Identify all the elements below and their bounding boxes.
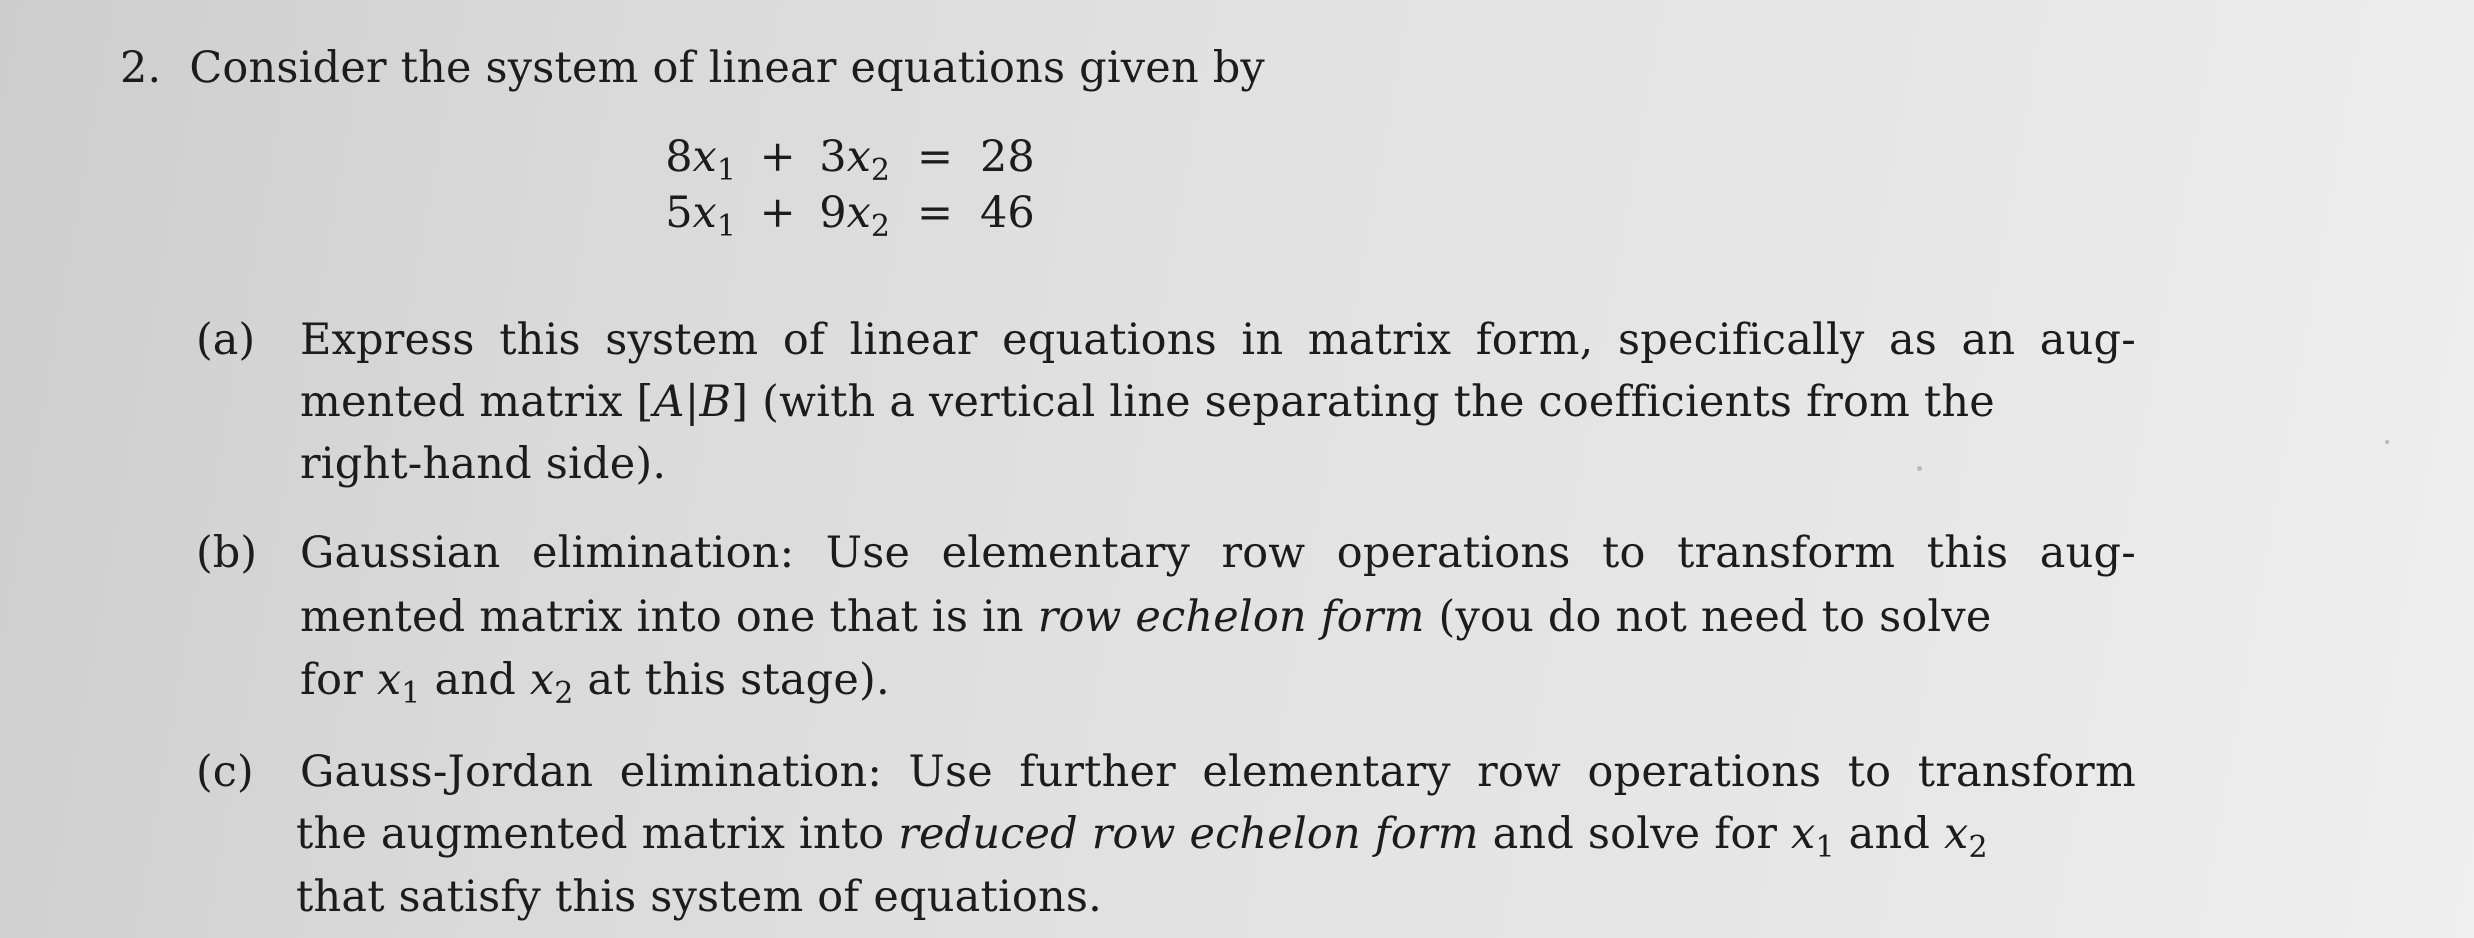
word: aug-: [2039, 528, 2136, 578]
equals-sign: =: [916, 188, 954, 238]
var-sub: 2: [870, 209, 890, 244]
plus-sign: +: [759, 132, 796, 182]
var: x: [846, 132, 871, 182]
part-c-line-2: [296, 804, 1988, 864]
part-b-text: for: [300, 655, 363, 705]
var: x: [846, 188, 871, 238]
coef: 5: [665, 188, 693, 238]
part-a-line-1: [300, 310, 2136, 370]
part-c-line-3: that satisfy this system of equations.: [296, 872, 1103, 922]
word: row: [1477, 747, 1562, 797]
var-sub: 1: [716, 209, 736, 244]
plus-sign: +: [759, 188, 796, 238]
word: an: [1961, 315, 2016, 365]
problem-header: [120, 38, 1265, 98]
paper-speck: [2385, 440, 2389, 444]
equation-rhs: 28: [980, 132, 1035, 182]
equation-system: [560, 127, 1050, 243]
coef: 9: [819, 188, 847, 238]
var-sub: 2: [554, 676, 574, 711]
reduced-row-echelon-phrase: reduced row echelon form: [898, 809, 1479, 859]
word: aug-: [2039, 315, 2136, 365]
word: Use: [825, 528, 911, 578]
var-sub: 1: [1815, 830, 1835, 865]
word: transform: [1917, 747, 2136, 797]
part-b-text: mented matrix into one that is in: [300, 592, 1024, 642]
word: Gauss-Jordan: [300, 747, 594, 797]
equals-sign: =: [916, 132, 954, 182]
var: x: [692, 188, 717, 238]
var-sub: 1: [716, 153, 736, 188]
word: row: [1221, 528, 1306, 578]
part-a-line-3: right-hand side).: [300, 439, 667, 489]
part-b-text: at this stage).: [587, 655, 890, 705]
word: to: [1847, 747, 1892, 797]
word: elimination:: [531, 528, 795, 578]
word: form,: [1475, 315, 1594, 365]
part-b-text: (you do not need to solve: [1438, 592, 1992, 642]
word: this: [1926, 528, 2009, 578]
var: x: [529, 655, 555, 705]
matrix-B: B: [699, 377, 732, 427]
equation-lhs: [560, 127, 890, 187]
part-a-label: (a): [196, 315, 256, 365]
part-a-text: mented matrix [: [300, 377, 654, 427]
matrix-A: A: [653, 377, 685, 427]
problem-number: 2.: [120, 43, 162, 93]
equation-row: [560, 183, 1050, 243]
var-sub: 1: [401, 676, 421, 711]
word: in: [1241, 315, 1284, 365]
word: this: [499, 315, 581, 365]
var: x: [692, 132, 717, 182]
part-b-line-3: [300, 650, 890, 710]
word: transform: [1677, 528, 1896, 578]
word: operations: [1587, 747, 1822, 797]
word: operations: [1336, 528, 1571, 578]
part-c-text: and solve for: [1492, 809, 1778, 859]
coef: 8: [665, 132, 693, 182]
word: Gaussian: [300, 528, 501, 578]
word: matrix: [1307, 315, 1452, 365]
part-c-text: the augmented matrix into: [296, 809, 885, 859]
word: Express: [300, 315, 475, 365]
word: linear: [849, 315, 978, 365]
part-a-line-2: [300, 372, 1995, 432]
word: to: [1602, 528, 1646, 578]
var: x: [376, 655, 402, 705]
word: system: [605, 315, 759, 365]
part-c-line-1: [300, 742, 2136, 802]
var-sub: 2: [1968, 830, 1988, 865]
var: x: [1944, 809, 1969, 859]
equation-lhs: [560, 183, 890, 243]
problem-intro: Consider the system of linear equations given by: [189, 43, 1265, 93]
part-b-text: and: [434, 655, 516, 705]
var-sub: 2: [870, 153, 890, 188]
word: further: [1019, 747, 1176, 797]
separator-bar: |: [684, 377, 700, 427]
word: elementary: [1202, 747, 1451, 797]
word: as: [1888, 315, 1938, 365]
part-a-text: ] (with a vertical line separating the coefficients from the: [731, 377, 1995, 427]
word: elementary: [941, 528, 1190, 578]
equation-row: [560, 127, 1050, 187]
word: of: [782, 315, 826, 365]
paper-speck: [1917, 466, 1922, 471]
row-echelon-phrase: row echelon form: [1037, 592, 1425, 642]
part-b-line-1: [300, 523, 2136, 583]
part-c-text: and: [1848, 809, 1931, 859]
equation-rhs: 46: [980, 188, 1035, 238]
part-b-label: (b): [196, 528, 258, 578]
word: specifically: [1617, 315, 1865, 365]
word: elimination:: [619, 747, 883, 797]
part-c-label: (c): [196, 747, 254, 797]
var: x: [1791, 809, 1816, 859]
part-b-line-2: [300, 587, 1992, 647]
word: equations: [1002, 315, 1217, 365]
coef: 3: [819, 132, 847, 182]
word: Use: [908, 747, 993, 797]
